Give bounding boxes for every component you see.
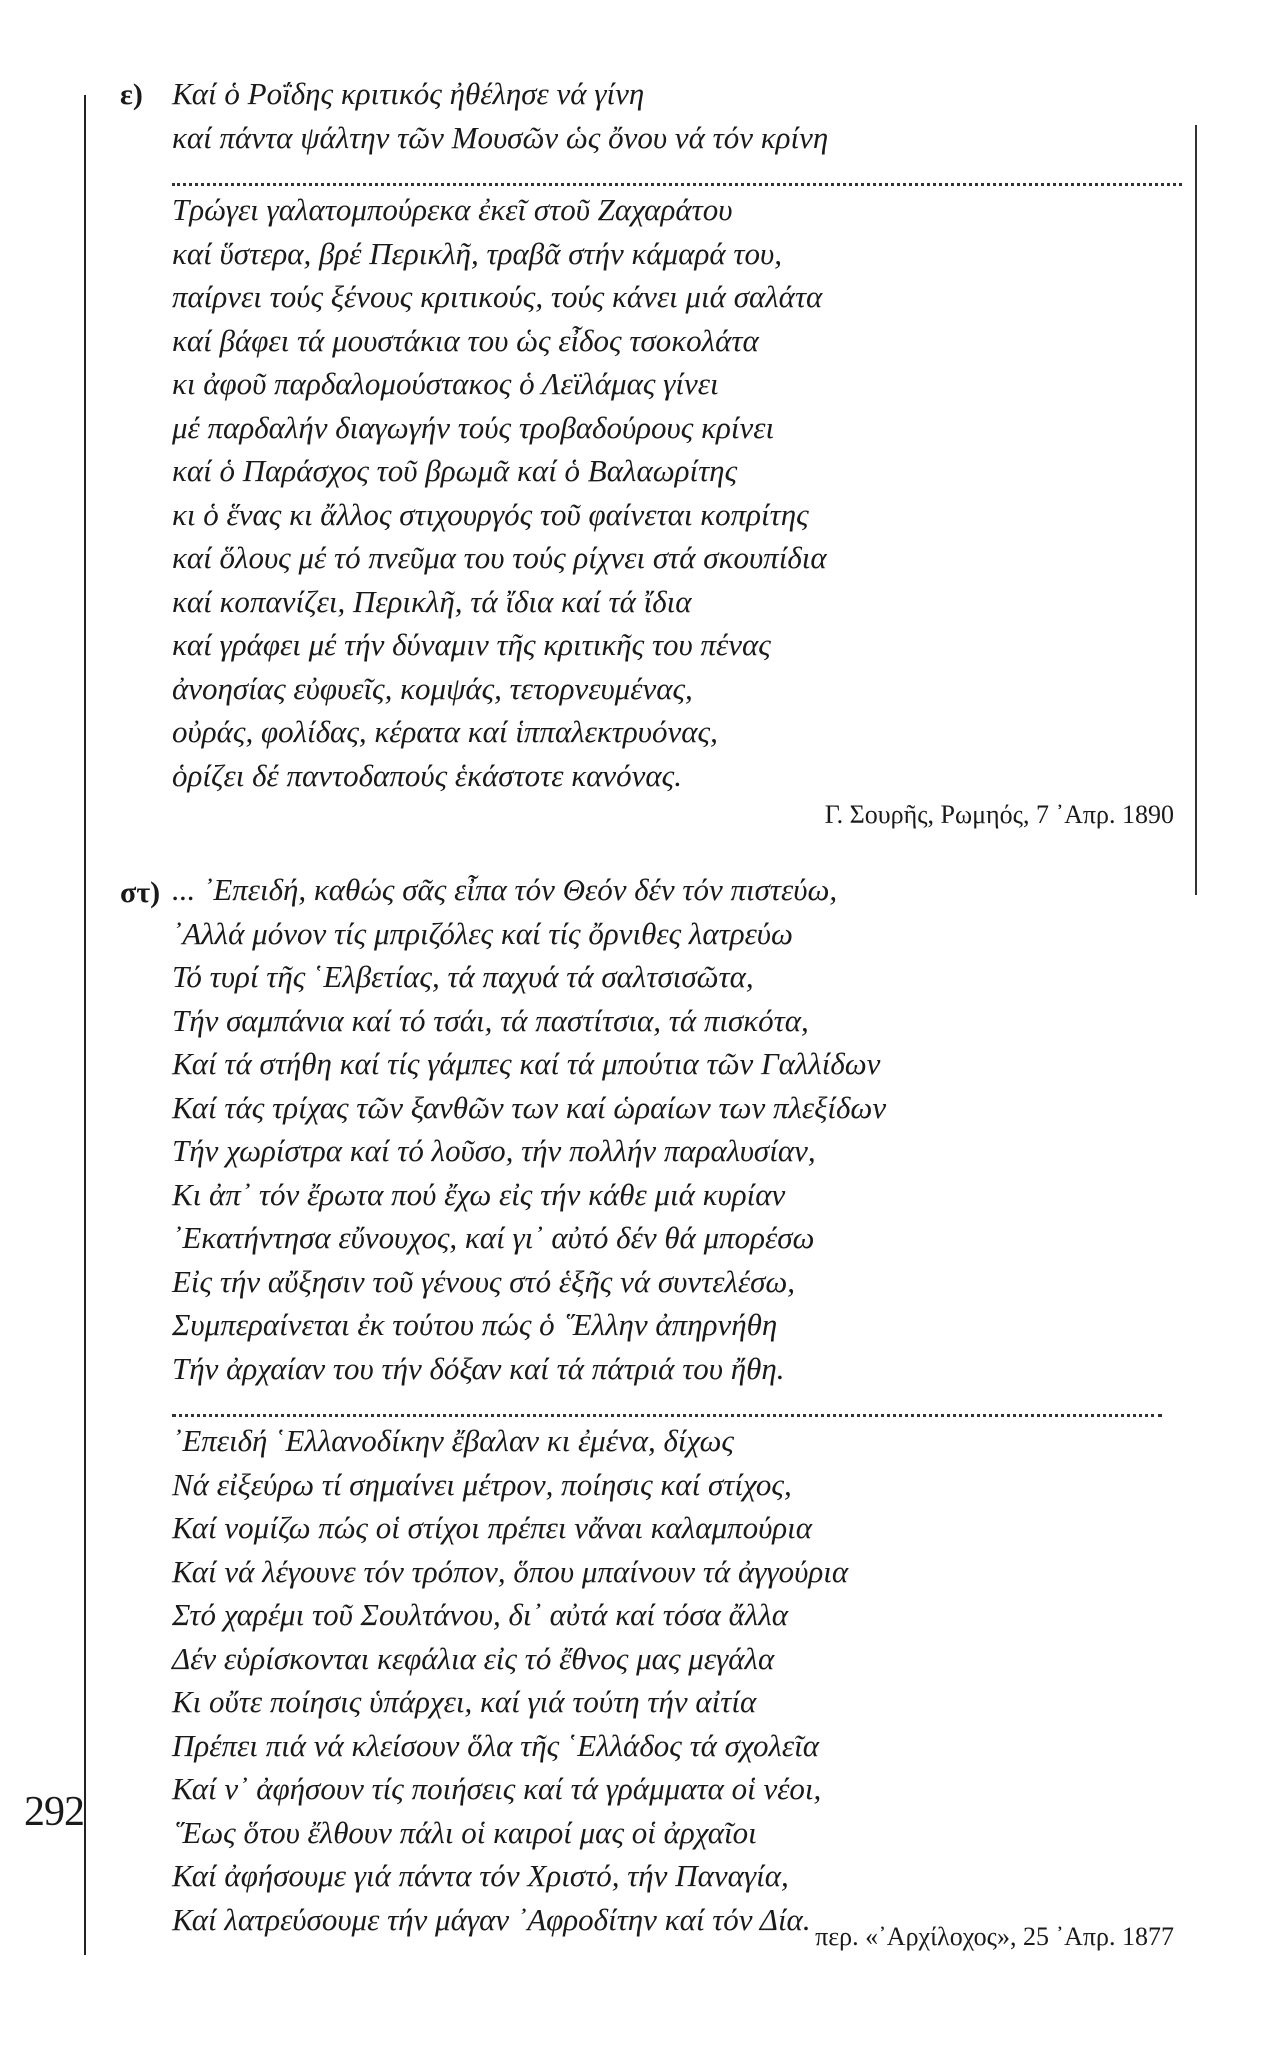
poem-line: ᾿Αλλά μόνον τίς μπριζόλες καί τίς ὄρνιθες λατρεύω	[172, 915, 793, 951]
poem-line: Κι ἀπ᾿ τόν ἔρωτα πού ἔχω εἰς τήν κάθε μιά κυρίαν	[172, 1176, 786, 1212]
right-margin-rule	[1195, 125, 1197, 895]
section-marker-e: ε)	[120, 78, 143, 111]
poem-line: Καί τάς τρίχας τῶν ξανθῶν των καί ὡραίων των πλεξίδων	[172, 1089, 887, 1125]
poem-line: Τρώγει γαλατομπούρεκα ἐκεῖ στοῦ Ζαχαράτου	[172, 192, 733, 227]
poem-line: καί γράφει μέ τήν δύναμιν τῆς κριτικῆς του πένας	[172, 627, 771, 662]
poem-line: κι ὁ ἕνας κι ἄλλος στιχουργός τοῦ φαίνεται κοπρίτης	[172, 496, 809, 532]
poem-line: καί κοπανίζει, Περικλῆ, τά ἴδια καί τά ἴδια	[172, 583, 692, 619]
poem-line: ἀνοησίας εὐφυεῖς, κομψάς, τετορνευμένας,	[172, 670, 693, 706]
poem-line: Καί νομίζω πώς οἱ στίχοι πρέπει νἄναι καλαμπούρια	[172, 1510, 813, 1545]
poem-line: καί βάφει τά μουστάκια του ὡς εἶδος τσοκολάτα	[172, 322, 759, 358]
poem-line: Καί τά στήθη καί τίς γάμπες καί τά μπούτια τῶν Γαλλίδων	[172, 1046, 881, 1081]
poem-line: ὁρίζει δέ παντοδαπούς ἑκάστοτε κανόνας.	[172, 757, 683, 793]
poem-line: Καί ἀφήσουμε γιά πάντα τόν Χριστό, τήν Παναγία,	[172, 1858, 789, 1893]
section-marker-st: στ)	[120, 876, 161, 909]
attribution-archilochos: περ. «᾿Αρχίλοχος», 25 ᾿Απρ. 1877	[815, 1922, 1174, 1951]
poem-line: μέ παρδαλήν διαγωγήν τούς τροβαδούρους κρίνει	[172, 409, 775, 445]
poem-line: Τό τυρί τῆς ῾Ελβετίας, τά παχυά τά σαλτσισῶτα,	[172, 959, 754, 994]
poem-line: Καί νά λέγουνε τόν τρόπον, ὅπου μπαίνουν τά ἀγγούρια	[172, 1553, 849, 1589]
poem-line: κι ἀφοῦ παρδαλομούστακος ὁ Λεϊλάμας γίνει	[172, 366, 719, 401]
attribution-souris: Γ. Σουρῆς, Ρωμηός, 7 ᾿Απρ. 1890	[824, 800, 1174, 829]
poem-line: ᾿Εκατήντησα εὔνουχος, καί γι᾿ αὐτό δέν θά μπορέσω	[172, 1220, 815, 1255]
left-margin-rule	[84, 95, 86, 1955]
poem-section-e	[172, 72, 1182, 797]
poem-line: Καί ὁ Ροΐδης κριτικός ἠθέλησε νά γίνη	[172, 76, 645, 111]
poem-line: Πρέπει πιά νά κλείσουν ὅλα τῆς ῾Ελλάδος τά σχολεῖα	[172, 1727, 819, 1763]
poem-line: Νά εἰξεύρω τί σημαίνει μέτρον, ποίησις καί στίχος,	[172, 1466, 792, 1502]
poem-section-st	[172, 868, 1162, 1941]
poem-line: Τήν σαμπάνια καί τό τσάι, τά παστίτσια, τά πισκότα,	[172, 1002, 809, 1038]
poem-line: Τήν ἀρχαίαν του τήν δόξαν καί τά πάτριά του ἤθη.	[172, 1350, 785, 1386]
poem-line: οὐράς, φολίδας, κέρατα καί ἱππαλεκτρυόνας,	[172, 714, 718, 749]
poem-line: Εἰς τήν αὔξησιν τοῦ γένους στό ἑξῆς νά συντελέσω,	[172, 1263, 796, 1299]
poem-line: Τήν χωρίστρα καί τό λοῦσο, τήν πολλήν παραλυσίαν,	[172, 1133, 816, 1168]
poem-line: ... ᾿Επειδή, καθώς σᾶς εἶπα τόν Θεόν δέν τόν πιστεύω,	[172, 872, 838, 907]
ellipsis-separator	[172, 1390, 1162, 1417]
poem-line: ῞Εως ὅτου ἔλθουν πάλι οἱ καιροί μας οἱ ἀρχαῖοι	[172, 1814, 757, 1850]
poem-line: παίρνει τούς ξένους κριτικούς, τούς κάνει μιά σαλάτα	[172, 279, 823, 314]
poem-line: ᾿Επειδή ῾Ελλανοδίκην ἔβαλαν κι ἐμένα, δίχως	[172, 1423, 734, 1458]
ellipsis-separator	[172, 159, 1182, 186]
page-number: 292	[24, 1789, 84, 1835]
poem-line: Δέν εὑρίσκονται κεφάλια εἰς τό ἔθνος μας μεγάλα	[172, 1640, 775, 1676]
poem-line: Κι οὔτε ποίησις ὑπάρχει, καί γιά τούτη τήν αἰτία	[172, 1684, 757, 1719]
poem-line: καί πάντα ψάλτην τῶν Μουσῶν ὡς ὄνου νά τόν κρίνη	[172, 119, 829, 155]
poem-line: Συμπεραίνεται ἐκ τούτου πώς ὁ ῞Ελλην ἀπηρνήθη	[172, 1307, 778, 1342]
poem-line: καί ὅλους μέ τό πνεῦμα του τούς ρίχνει στά σκουπίδια	[172, 540, 827, 575]
poem-line: Καί λατρεύσουμε τήν μάγαν ᾿Αφροδίτην καί τόν Δία.	[172, 1901, 811, 1937]
poem-line: καί ὁ Παράσχος τοῦ βρωμᾶ καί ὁ Βαλαωρίτης	[172, 453, 738, 488]
poem-line: Καί ν᾿ ἀφήσουν τίς ποιήσεις καί τά γράμματα οἱ νέοι,	[172, 1771, 822, 1806]
poem-line: καί ὕστερα, βρέ Περικλῆ, τραβᾶ στήν κάμαρά του,	[172, 235, 782, 271]
poem-line: Στό χαρέμι τοῦ Σουλτάνου, δι᾿ αὐτά καί τόσα ἄλλα	[172, 1597, 789, 1632]
